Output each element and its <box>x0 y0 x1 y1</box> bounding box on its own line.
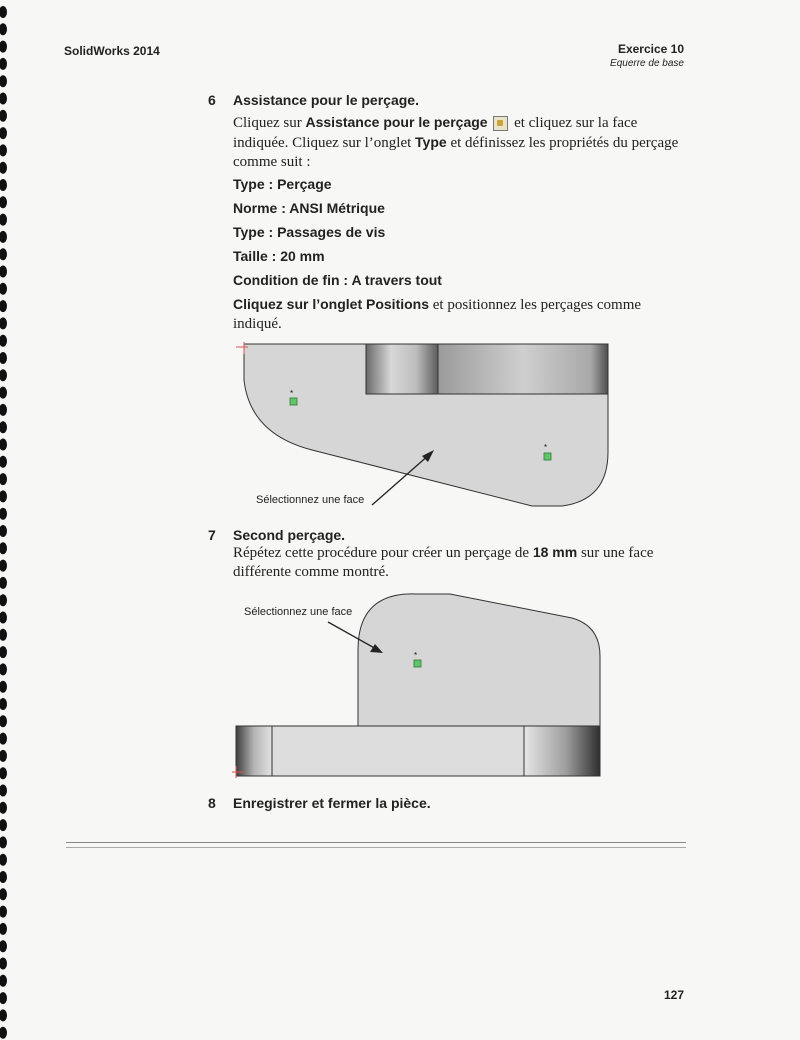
binding-ring <box>0 975 7 987</box>
binding-ring <box>0 750 7 762</box>
binding-ring <box>0 127 7 139</box>
hole-wizard-term: Assistance pour le perçage <box>305 114 488 130</box>
binding-ring <box>0 317 7 329</box>
binding-ring <box>0 923 7 935</box>
binding-ring <box>0 300 7 312</box>
binding-ring <box>0 41 7 53</box>
step-8-title: Enregistrer et fermer la pièce. <box>233 795 431 811</box>
text: Cliquez sur <box>233 115 306 131</box>
binding-ring <box>0 958 7 970</box>
exercise-number: Exercice 10 <box>617 42 684 56</box>
svg-text:*: * <box>544 443 548 452</box>
binding-ring <box>0 110 7 122</box>
binding-ring <box>0 404 7 416</box>
binding-ring <box>0 162 7 174</box>
binding-ring <box>0 785 7 797</box>
binding-ring <box>0 663 7 675</box>
binding-ring <box>0 23 7 35</box>
exercise-subtitle: Equerre de base <box>610 58 684 69</box>
step-6-number: 6 <box>208 92 216 108</box>
step-6-paragraph <box>233 113 683 172</box>
binding-ring <box>0 1009 7 1021</box>
binding-ring <box>0 560 7 572</box>
binding-ring <box>0 767 7 779</box>
selected-face[interactable] <box>358 594 600 726</box>
text: sur une face différente comme montré. <box>233 545 654 580</box>
binding-ring <box>0 715 7 727</box>
exercise-header <box>610 42 684 69</box>
text: Répétez cette procédure pour créer un perçage de <box>233 545 533 561</box>
step-7-title: Second perçage. <box>233 527 346 543</box>
hole-size-term: 18 mm <box>532 544 578 560</box>
section-divider <box>66 842 686 848</box>
text: et positionnez les perçages comme indiqué. <box>233 297 642 332</box>
step-7-number: 7 <box>208 527 216 543</box>
binding-ring <box>0 646 7 658</box>
binding-ring <box>0 802 7 814</box>
binding-ring <box>0 490 7 502</box>
binding-ring <box>0 508 7 520</box>
svg-text:*: * <box>290 389 294 398</box>
figure-1-part-face <box>232 340 612 515</box>
binding-ring <box>0 594 7 606</box>
property-line: Type : Passages de vis <box>233 224 386 240</box>
binding-ring <box>0 335 7 347</box>
property-line: Taille : 20 mm <box>233 248 325 264</box>
figure-1-label: Sélectionnez une face <box>256 494 365 506</box>
binding-ring <box>0 854 7 866</box>
binding-ring <box>0 93 7 105</box>
binding-ring <box>0 179 7 191</box>
binding-ring <box>0 248 7 260</box>
figure-2-label: Sélectionnez une face <box>244 606 353 618</box>
binding-ring <box>0 906 7 918</box>
binding-ring <box>0 836 7 848</box>
binding-ring <box>0 525 7 537</box>
binding-ring <box>0 577 7 589</box>
binding-ring <box>0 439 7 451</box>
binding-ring <box>0 819 7 831</box>
book-title: SolidWorks 2014 <box>64 44 160 58</box>
binding-ring <box>0 871 7 883</box>
positions-tab-term: Cliquez sur l’onglet Positions <box>233 296 430 312</box>
step-8-number: 8 <box>208 795 216 811</box>
binding-ring <box>0 266 7 278</box>
binding-ring <box>0 352 7 364</box>
property-line: Condition de fin : A travers tout <box>233 272 442 288</box>
binding-ring <box>0 940 7 952</box>
binding-ring <box>0 542 7 554</box>
binding-ring <box>0 473 7 485</box>
text: et cliquez sur la face indiquée. Cliquez sur l’onglet <box>233 115 638 151</box>
property-line: Norme : ANSI Métrique <box>233 200 385 216</box>
binding-ring <box>0 612 7 624</box>
binding-ring <box>0 681 7 693</box>
boss-block <box>438 344 608 394</box>
base-cylinder-left <box>236 726 272 776</box>
binding-ring <box>0 214 7 226</box>
binding-ring <box>0 6 7 18</box>
binding-ring <box>0 992 7 1004</box>
property-line: Type : Perçage <box>233 176 332 192</box>
step-6-title: Assistance pour le perçage. <box>233 92 419 108</box>
binding-ring <box>0 283 7 295</box>
step-6-positions-paragraph <box>233 295 683 334</box>
binding-ring <box>0 58 7 70</box>
hole-wizard-icon <box>493 116 508 131</box>
base-cylinder-right <box>524 726 600 776</box>
binding-ring <box>0 196 7 208</box>
binding-ring <box>0 698 7 710</box>
binding-ring <box>0 387 7 399</box>
step-7-paragraph <box>233 543 683 582</box>
page-number: 127 <box>664 988 685 1002</box>
binding-ring <box>0 231 7 243</box>
binding-ring <box>0 456 7 468</box>
binding-ring <box>0 421 7 433</box>
binding-ring <box>0 888 7 900</box>
binding-ring <box>0 75 7 87</box>
binding-ring <box>0 1027 7 1039</box>
binding-ring <box>0 369 7 381</box>
binding-ring <box>0 144 7 156</box>
figure-2-part-face <box>230 590 608 780</box>
boss-cylinder <box>366 344 438 394</box>
svg-text:*: * <box>414 651 418 660</box>
binding-ring <box>0 733 7 745</box>
spiral-binding <box>0 0 14 1040</box>
binding-ring <box>0 629 7 641</box>
type-tab-term: Type <box>415 134 447 150</box>
text: et définissez les propriétés du perçage comme suit : <box>233 135 679 170</box>
